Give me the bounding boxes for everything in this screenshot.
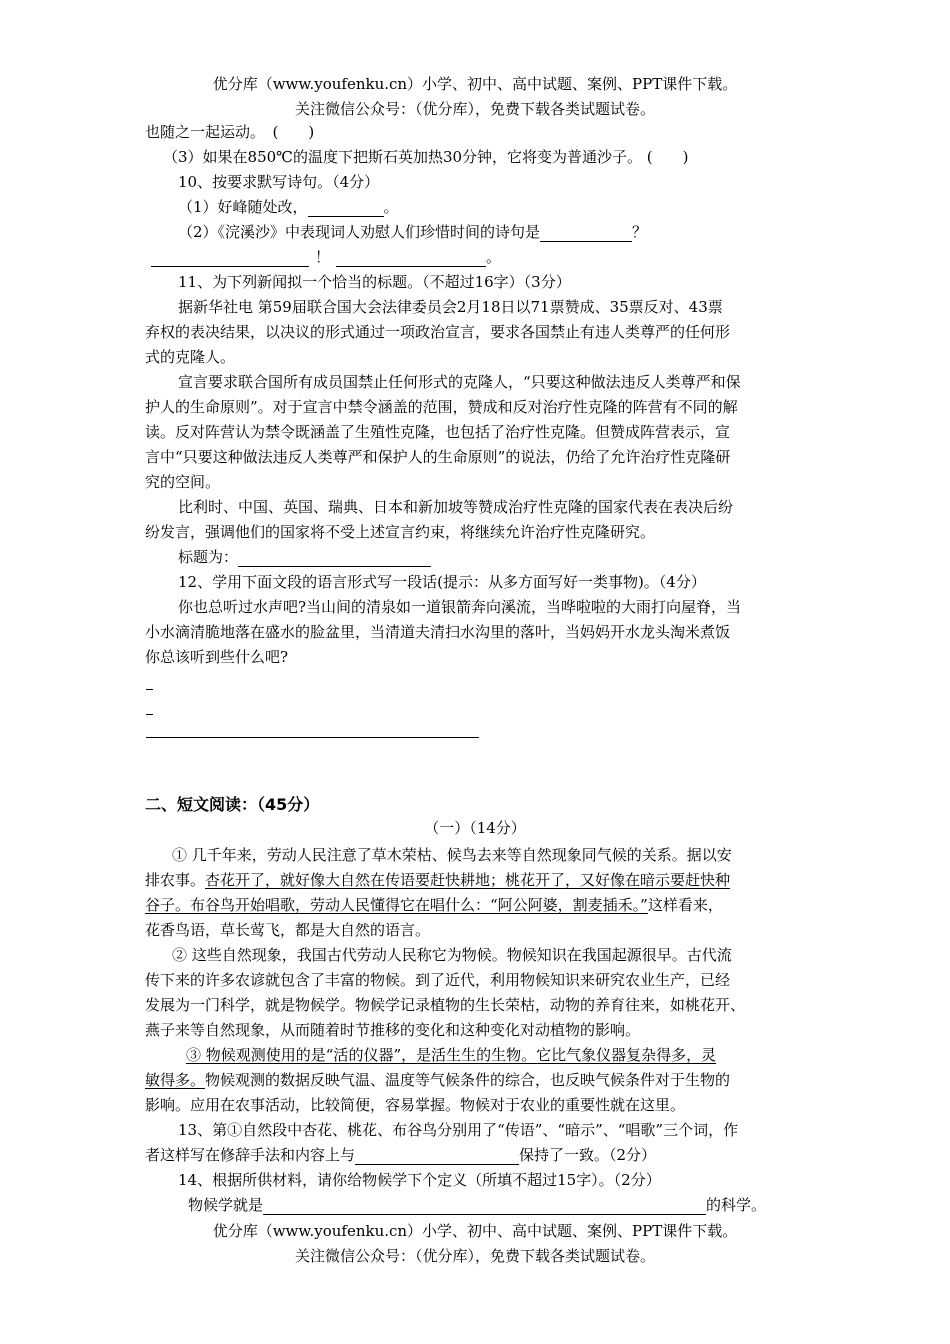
q12-answer-line-1[interactable] bbox=[146, 689, 153, 690]
q10-title: 10、按要求默写诗句。（4分） bbox=[178, 173, 380, 191]
q10-item-2-blank-a[interactable] bbox=[540, 226, 632, 242]
passage-para1-line: 花香鸟语，草长莺飞，都是大自然的语言。 bbox=[145, 921, 431, 939]
q11-para2-line: 究的空间。 bbox=[145, 473, 221, 491]
passage-underlined-text: 杏花开了，就好像大自然在传语要赶快耕地；桃花开了，又好像在暗示要赶快种 bbox=[205, 871, 731, 889]
q12-prompt-line: 小水滴清脆地落在盛水的脸盆里，当清道夫清扫水沟里的落叶，当妈妈开水龙头淘米煮饭 bbox=[145, 623, 731, 641]
passage-underlined-text: 谷子。布谷鸟开始唱歌，劳动人民懂得它在唱什么：“阿公阿婆，割麦插禾。” bbox=[145, 896, 648, 914]
q11-answer bbox=[178, 547, 431, 567]
q11-para3-line: 比利时、中国、英国、瑞典、日本和新加坡等赞成治疗性克隆的国家代表在表决后纷 bbox=[178, 498, 734, 516]
passage-para2-line: 发展为一门科学，就是物候学。物候学记录植物的生长荣枯，动物的养育往来，如桃花开、 bbox=[145, 996, 746, 1014]
q10-item-1-end: 。 bbox=[383, 198, 399, 216]
section-2-title: 二、短文阅读：（45分） bbox=[145, 795, 320, 814]
passage-para2-line: 燕子来等自然现象，从而随着时节推移的变化和这种变化对动植物的影响。 bbox=[145, 1021, 641, 1039]
q13-line-2 bbox=[145, 1145, 656, 1165]
q9-continuation: 也随之一起运动。 ( ) bbox=[145, 123, 315, 141]
passage-para2-line: 传下来的许多农谚就包含了丰富的物候。到了近代，利用物候知识来研究农业生产，已经 bbox=[145, 971, 731, 989]
q12-prompt-line: 你也总听过水声吧?当山间的清泉如一道银箭奔向溪流，当哗啦啦的大雨打向屋脊，当 bbox=[178, 598, 742, 616]
q14-answer bbox=[188, 1195, 766, 1215]
q11-title: 11、为下列新闻拟一个恰当的标题。（不超过16字）（3分） bbox=[178, 273, 571, 291]
q10-item-2-blank-b[interactable] bbox=[151, 251, 309, 267]
q11-para3-line: 纷发言，强调他们的国家将不受上述宣言约束，将继续允许治疗性克隆研究。 bbox=[145, 523, 656, 541]
passage-para1-line: ① 几千年来，劳动人民注意了草木荣枯、候鸟去来等自然现象同气候的关系。据以安 bbox=[172, 846, 732, 864]
q10-item-2-exclaim: ！ bbox=[315, 248, 331, 266]
footer-line-1: 优分库（www.youfenku.cn）小学、初中、高中试题、案例、PPT课件下载。 bbox=[212, 1222, 738, 1240]
q13-prompt: 者这样写在修辞手法和内容上与 bbox=[145, 1146, 356, 1164]
q11-para2-line: 读。反对阵营认为禁令既涵盖了生殖性克隆，也包括了治疗性克隆。但赞成阵营表示，宣 bbox=[145, 423, 731, 441]
q14-answer-suffix: 的科学。 bbox=[706, 1196, 767, 1214]
q12-answer-line-3[interactable] bbox=[146, 737, 479, 738]
q10-item-2 bbox=[178, 222, 647, 242]
q10-item-2-prompt: （2）《浣溪沙》中表现词人劝慰人们珍惜时间的诗句是 bbox=[178, 223, 541, 241]
q11-para1-line: 弃权的表决结果，以决议的形式通过一项政治宣言，要求各国禁止有违人类尊严的任何形 bbox=[145, 323, 731, 341]
q12-title: 12、学用下面文段的语言形式写一段话(提示：从多方面写好一类事物)。（4分） bbox=[178, 573, 706, 591]
q10-item-1-prompt: （1）好峰随处改， bbox=[178, 198, 308, 216]
q14-answer-prefix: 物候学就是 bbox=[188, 1196, 264, 1214]
passage-para1-line bbox=[145, 870, 730, 890]
q11-answer-label: 标题为： bbox=[178, 548, 239, 566]
q12-prompt-line: 你总该听到些什么吧? bbox=[145, 648, 289, 666]
q11-para1-line: 式的克隆人。 bbox=[145, 348, 236, 366]
header-line-2: 关注微信公众号：（优分库），免费下载各类试题试卷。 bbox=[294, 100, 655, 118]
q11-para1-line: 据新华社电 第59届联合国大会法律委员会2月18日以71票赞成、35票反对、43票 bbox=[178, 298, 723, 316]
q11-answer-blank[interactable] bbox=[238, 551, 431, 567]
q9-item-3: （3）如果在850℃的温度下把斯石英加热30分钟，它将变为普通沙子。 ( ) bbox=[163, 148, 689, 166]
passage-underlined-text: ③ 物候观测使用的是“活的仪器”，是活生生的生物。它比气象仪器复杂得多，灵 bbox=[186, 1046, 717, 1064]
q11-para2-line: 宣言要求联合国所有成员国禁止任何形式的克隆人，“只要这种做法违反人类尊严和保 bbox=[178, 373, 741, 391]
passage-underlined-text: 敏得多。 bbox=[145, 1071, 206, 1089]
q14-answer-blank[interactable] bbox=[263, 1199, 706, 1215]
passage-text: 这样看来， bbox=[647, 896, 723, 914]
q11-para2-line: 护人的生命原则”。对于宣言中禁令涵盖的范围，赞成和反对治疗性克隆的阵营有不同的解 bbox=[145, 398, 738, 416]
q13-prompt-end: 保持了一致。（2分） bbox=[519, 1146, 657, 1164]
passage-text: 排农事。 bbox=[145, 871, 206, 889]
passage-para2-line: ② 这些自然现象，我国古代劳动人民称它为物候。物候知识在我国起源很早。古代流 bbox=[172, 946, 732, 964]
q11-para2-line: 言中“只要这种做法违反人类尊严和保护人的生命原则”的说法，仍给了允许治疗性克隆研 bbox=[145, 448, 731, 466]
q10-item-1-blank[interactable] bbox=[308, 201, 384, 217]
q14-title: 14、根据所供材料，请你给物候学下个定义（所填不超过15字）。（2分） bbox=[178, 1171, 661, 1189]
header-line-1: 优分库（www.youfenku.cn）小学、初中、高中试题、案例、PPT课件下载。 bbox=[212, 75, 738, 93]
passage-para3-line bbox=[186, 1045, 716, 1065]
section-2-subtitle: （一）（14分） bbox=[424, 819, 526, 837]
q13-line-1: 13、第①自然段中杏花、桃花、布谷鸟分别用了“传语”、“暗示”、“唱歌”三个词，作 bbox=[178, 1121, 739, 1139]
q10-item-2-blank-c[interactable] bbox=[336, 251, 486, 267]
q10-item-1 bbox=[178, 197, 399, 217]
q10-item-2-period: 。 bbox=[486, 248, 502, 266]
passage-para3-line: 影响。应用在农事活动，比较简便，容易掌握。物候对于农业的重要性就在这里。 bbox=[145, 1096, 686, 1114]
passage-text: 物候观测的数据反映气温、温度等气候条件的综合，也反映气候条件对于生物的 bbox=[205, 1071, 731, 1089]
q10-item-2-line-2 bbox=[151, 247, 501, 267]
q10-item-2-question-mark: ？ bbox=[632, 223, 648, 241]
passage-para1-line bbox=[145, 895, 723, 915]
q13-answer-blank[interactable] bbox=[355, 1149, 519, 1165]
passage-para3-line bbox=[145, 1070, 730, 1090]
footer-line-2: 关注微信公众号：（优分库），免费下载各类试题试卷。 bbox=[294, 1247, 655, 1265]
q12-answer-line-2[interactable] bbox=[146, 714, 153, 715]
